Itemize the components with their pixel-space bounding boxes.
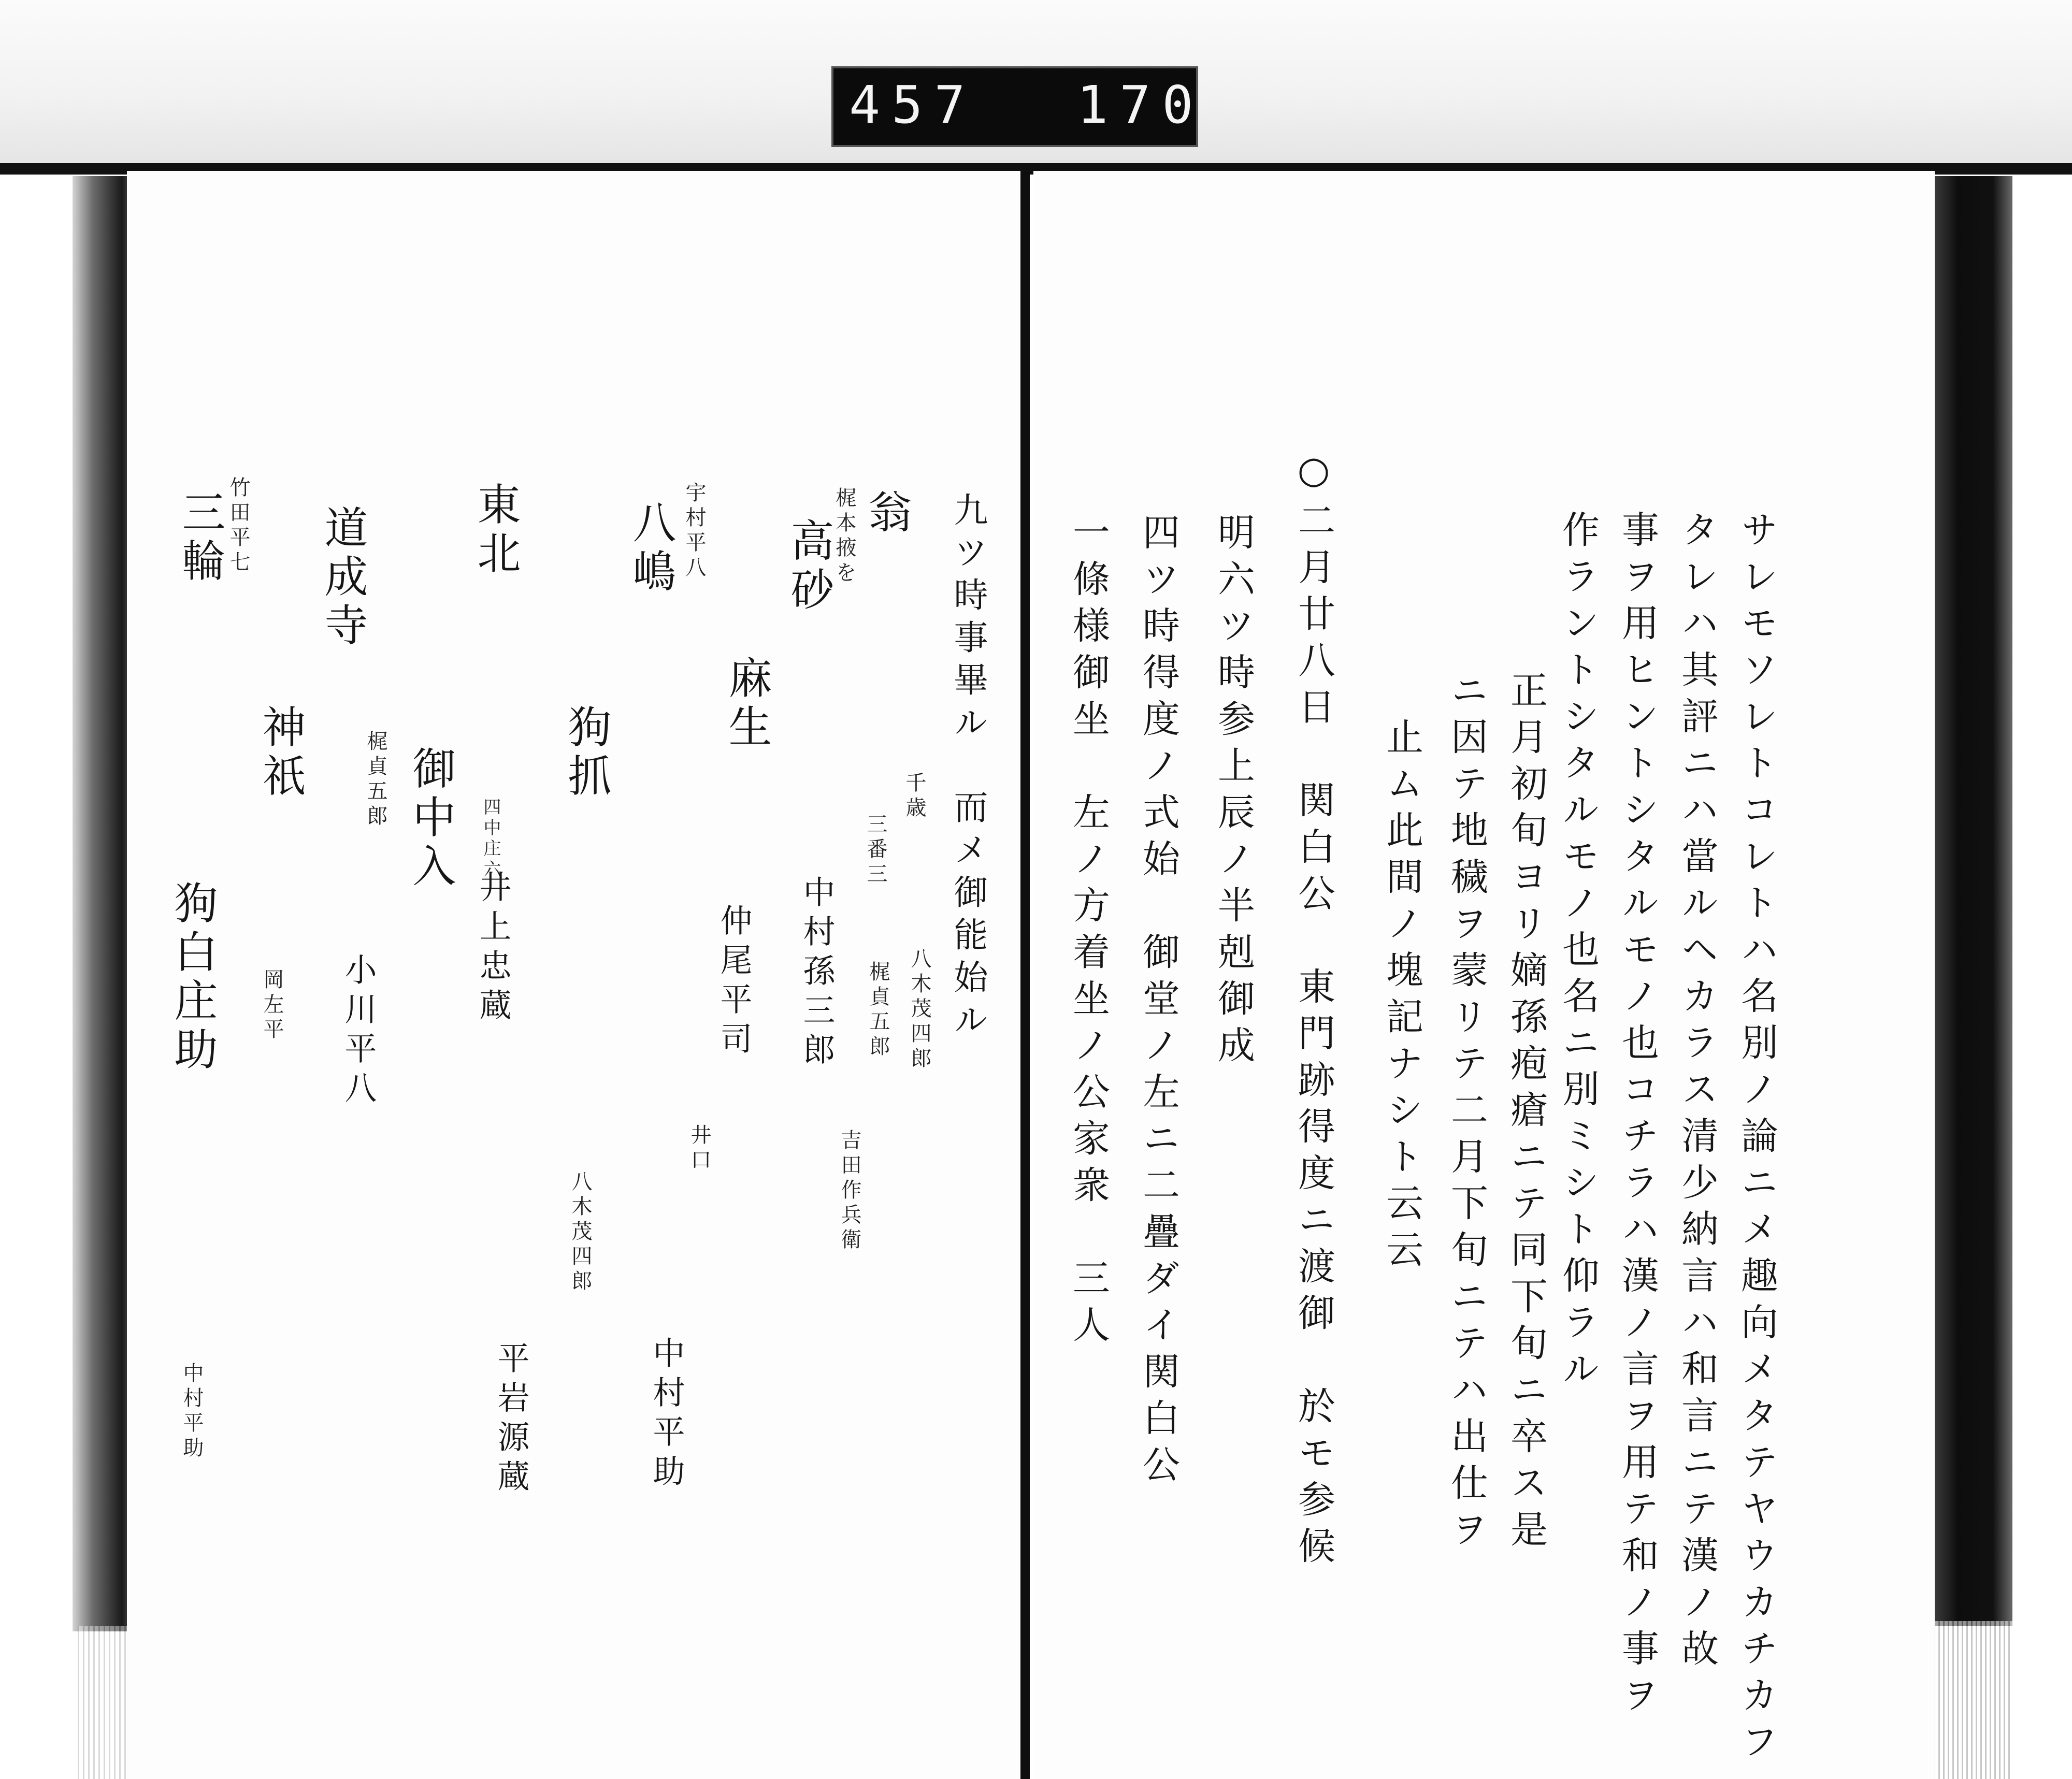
cast-miwa-1: 狗白庄助 [167,880,218,1075]
cast-okina-2: 三番三 [864,813,887,888]
play-title-okina: 翁 [861,489,912,538]
cast-interval-1: 小川平八 [339,953,377,1110]
frame-number: 170 [1077,75,1205,135]
right-page-column-1: サレモソレトコレトハ名別ノ論ニメ趣向メタテヤウカチカフ [1735,510,1778,1769]
left-page-header: 九ツ時事畢ル 而メ御能始ル [948,492,988,1044]
play-title-jingi: 神祇 [255,704,306,802]
left-page-edge [73,176,131,1631]
cast-dojoji-1: 梶貞五郎 [364,730,387,830]
cast-miwa-2: 中村平助 [180,1362,204,1462]
frame-number-label [831,66,1205,147]
interval-title: 御中入 [406,746,456,892]
left-page-fringe [78,1626,135,1779]
cast-takasago-1: 中村孫三郎 [798,875,836,1072]
right-page-column-11: 一條様御坐 左ノ方着坐ノ公家衆 三人 [1067,513,1110,1352]
cast-takasago-2: 吉田作兵衛 [838,1129,861,1253]
play-title-dojoji: 道成寺 [318,505,368,651]
cast-jingi-1: 岡左平 [260,968,284,1043]
right-page-column-10: 四ツ時得度ノ式始 御堂ノ左ニ二疊ダイ関白公 [1136,513,1180,1492]
right-page-edge [1935,176,2012,1626]
cast-touboku-1: 四中庄六 [480,798,501,880]
note-yashima: 宇村平八 [682,482,706,581]
cast-okina-4: 梶貞五郎 [866,961,890,1060]
cast-asou-1: 仲尾平司 [715,904,753,1061]
right-page-column-9: 明六ツ時参上辰ノ半剋御成 [1212,513,1255,1072]
play-title-asou: 麻生 [722,655,772,753]
cast-yashima-1: 中村平助 [648,1336,685,1494]
right-page-column-3: 事ヲ用ヒントシタルモノ也コチラハ漢ノ言ヲ用テ和ノ事ヲ [1616,510,1659,1722]
cast-kuso-1: 八木茂四郎 [568,1170,592,1295]
play-title-touboku: 東北 [470,482,521,579]
play-title-yashima: 八嶋 [626,500,677,597]
play-title-takasago: 高砂 [784,518,834,615]
cast-asou-2: 井口 [687,1124,711,1174]
right-page-column-5: 正月初旬ヨリ嫡孫疱瘡ニテ同下旬ニ卒ス是 [1504,671,1548,1556]
right-page-column-4: 作ラントシタルモノ也名ニ別ミシト仰ラル [1556,510,1600,1396]
play-title-miwa: 三輪 [175,489,226,587]
book-gutter [1020,171,1030,1779]
cast-kuso-2: 平岩源蔵 [492,1341,530,1499]
right-page-column-7: 止ム此間ノ塊記ナシト云云 [1380,717,1423,1277]
reel-number: 457 [849,75,977,135]
note-takasago: 梶本掖を [832,487,856,586]
right-page-column-2: タレハ其評ニハ當ルヘカラス清少納言ハ和言ニテ漢ノ故 [1675,510,1719,1675]
note-miwa: 竹田平七 [226,476,250,576]
right-page-column-6: ニ因テ地穢ヲ蒙リテ二月下旬ニテハ出仕ヲ [1445,671,1488,1556]
cast-okina-3: 八木茂四郎 [908,948,931,1072]
right-page-column-8: ○二月廿八日 関白公 東門跡得度ニ渡御 於モ参候 [1292,448,1335,1573]
cast-okina-1: 千歳 [902,772,926,821]
play-title-kuso: 狗抓 [561,704,612,802]
cast-touboku-2: 井上忠蔵 [474,870,512,1028]
